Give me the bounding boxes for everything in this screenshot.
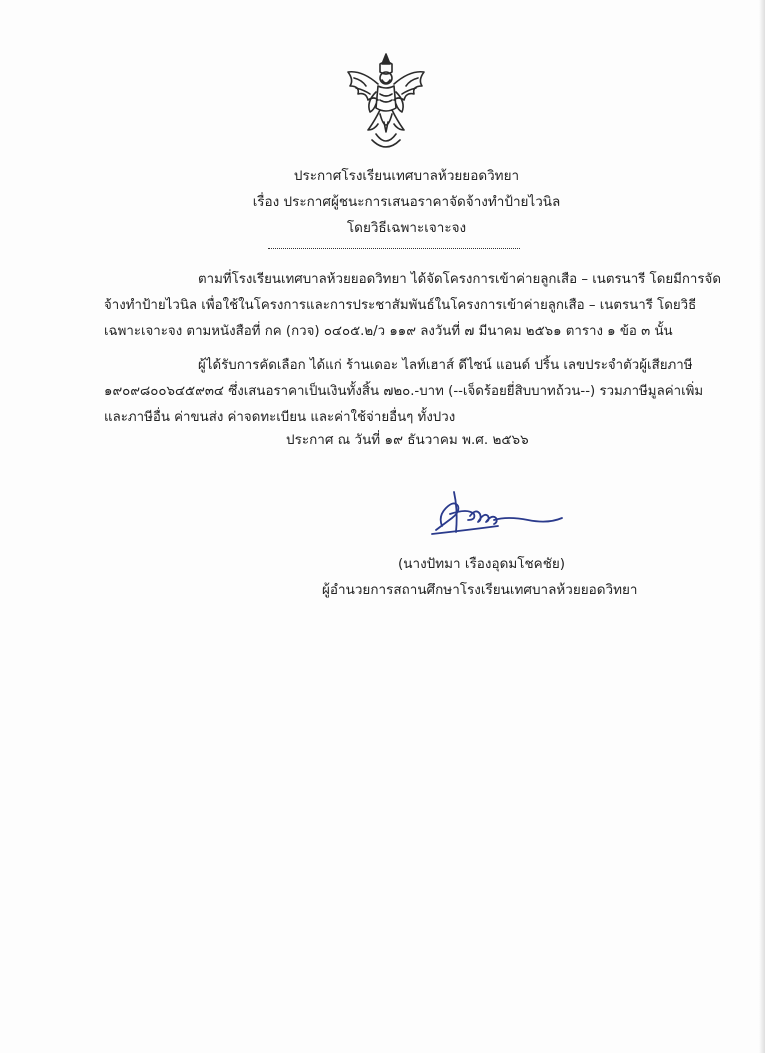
announcement-subject: เรื่อง ประกาศผู้ชนะการเสนอราคาจัดจ้างทำป้ายไวนิล: [252, 194, 561, 210]
procurement-method: โดยวิธีเฉพาะเจาะจง: [346, 220, 467, 236]
dotted-divider: [268, 248, 520, 249]
announcement-heading: ประกาศโรงเรียนเทศบาลห้วยยอดวิทยา: [293, 168, 520, 184]
paragraph-1-line-2: จ้างทำป้ายไวนิล เพื่อใช้ในโครงการและการประชาสัมพันธ์ในโครงการเข้าค่ายลูกเสือ – เนตรนารี โดยวิธี: [104, 298, 697, 313]
signer-name: (นางปัทมา เรืองอุดมโชคชัย): [398, 556, 566, 572]
announcement-date: ประกาศ ณ วันที่ ๑๙ ธันวาคม พ.ศ. ๒๕๖๖: [286, 432, 529, 448]
paragraph-2-line-2: ๑๙๐๙๘๐๐๖๔๕๙๓๔ ซึ่งเสนอราคาเป็นเงินทั้งสิ้น ๗๒๐.-บาท (--เจ็ดร้อยยี่สิบบาทถ้วน--) รวมภาษีมูลค่าเพิ่ม: [104, 384, 704, 399]
paragraph-2-line-1: ผู้ได้รับการคัดเลือก ได้แก่ ร้านเดอะ ไลท์เฮาส์ ดีไซน์ แอนด์ ปริ้น เลขประจำตัวผู้เสียภาษี: [198, 358, 693, 373]
handwritten-signature: [428, 486, 568, 542]
garuda-emblem-icon: [340, 50, 432, 156]
paragraph-1-line-1: ตามที่โรงเรียนเทศบาลห้วยยอดวิทยา ได้จัดโครงการเข้าค่ายลูกเสือ – เนตรนารี โดยมีการจัด: [198, 272, 721, 287]
paragraph-2-line-3: และภาษีอื่น ค่าขนส่ง ค่าจดทะเบียน และค่าใช้จ่ายอื่นๆ ทั้งปวง: [104, 410, 456, 425]
page-edge: [759, 0, 765, 1053]
signer-title: ผู้อำนวยการสถานศึกษาโรงเรียนเทศบาลห้วยยอดวิทยา: [322, 582, 638, 598]
paragraph-1-line-3: เฉพาะเจาะจง ตามหนังสือที่ กค (กวจ) ๐๔๐๕.๒/ว ๑๑๙ ลงวันที่ ๗ มีนาคม ๒๕๖๑ ตาราง ๑ ข้อ ๓ นั้น: [104, 324, 673, 339]
